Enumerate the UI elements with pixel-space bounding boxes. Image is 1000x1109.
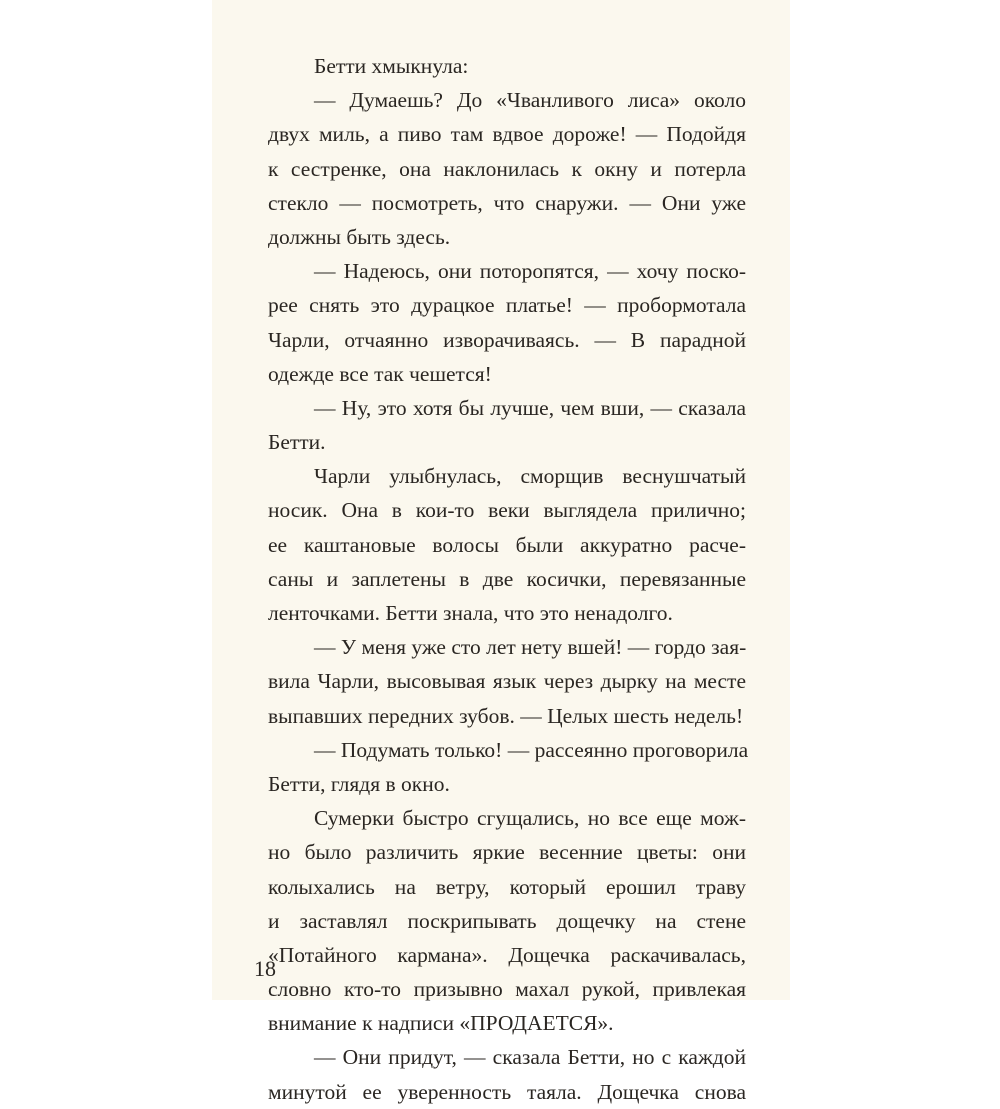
text-line: двух миль, а пиво там вдвое дороже! — Подойдя [268,122,746,147]
page-number: 18 [254,956,276,981]
text-line: но было различить яркие весенние цветы: они [268,840,746,865]
text-line: — Надеюсь, они поторопятся, — хочу поско- [314,259,746,284]
text-line: внимание к надписи «ПРОДАЕТСЯ». [268,1011,614,1036]
text-line: Бетти хмыкнула: [314,54,469,78]
text-line: Бетти. [268,430,326,455]
text-line: вила Чарли, высовывая язык через дырку на месте [268,669,746,694]
text-line: минутой ее уверенность таяла. Дощечка снова [268,1079,746,1104]
text-line: Чарли, отчаянно изворачиваясь. — В парадной [268,327,746,352]
text-line: носик. Она в кои-то веки выглядела прилично; [268,498,746,523]
text-line: — Думаешь? До «Чванливого лиса» около [314,88,746,113]
text-line: — У меня уже сто лет нету вшей! — гордо зая- [314,635,747,660]
page-text-block [268,49,749,1109]
text-line: «Потайного кармана». Дощечка раскачивалась, [268,942,746,967]
text-line: выпавших передних зубов. — Целых шесть недель! [268,703,744,728]
text-line: и заставлял поскрипывать дощечку на стене [268,908,746,933]
text-line: — Ну, это хотя бы лучше, чем вши, — сказала [314,395,746,420]
text-line: ленточками. Бетти знала, что это ненадолго. [268,601,673,625]
text-line: саны и заплетены в две косички, перевязанные [268,566,746,591]
text-line: колыхались на ветру, который ерошил траву [268,874,746,899]
text-line: Сумерки быстро сгущались, но все еще мож- [314,806,746,831]
text-line: ее каштановые волосы были аккуратно расче- [268,532,746,557]
text-line: — Они придут, — сказала Бетти, но с каждой [314,1045,746,1070]
text-line: стекло — посмотреть, что снаружи. — Они уже [268,190,746,215]
text-line: Чарли улыбнулась, сморщив веснушчатый [314,464,746,489]
text-line: словно кто-то призывно махал рукой, привлекая [268,977,746,1002]
text-line: должны быть здесь. [268,224,451,249]
text-line: — Подумать только! — рассеянно проговорила [314,737,749,762]
text-line: Бетти, глядя в окно. [268,771,450,796]
text-line: рее снять это дурацкое платье! — пробормотала [268,293,746,318]
text-line: одежде все так чешется! [268,361,492,386]
text-line: к сестренке, она наклонилась к окну и потерла [268,156,746,181]
